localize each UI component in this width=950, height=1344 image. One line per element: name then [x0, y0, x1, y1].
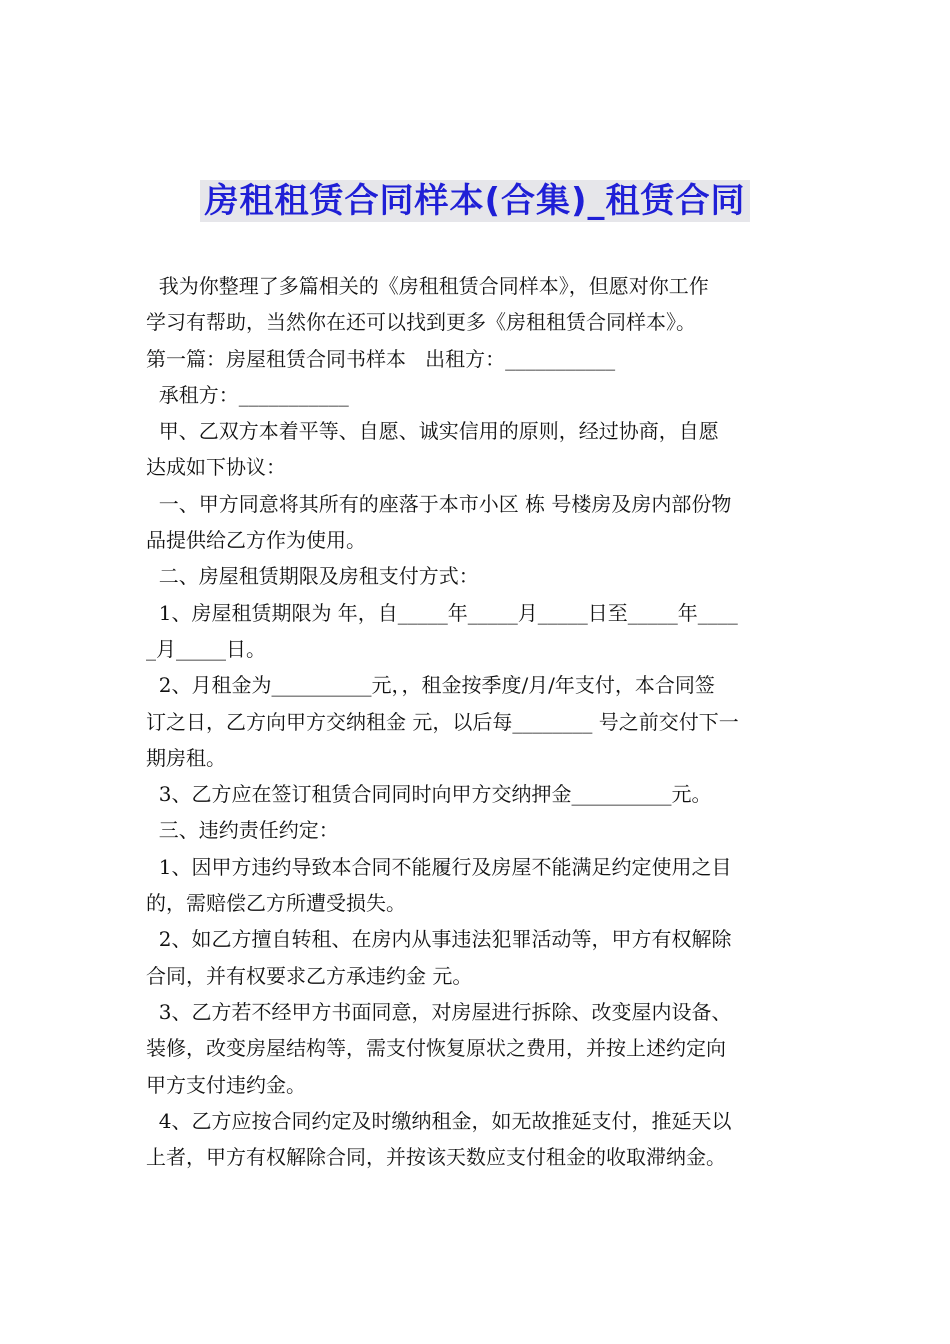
body-line: 2、如乙方擅自转租、在房内从事违法犯罪活动等，甲方有权解除 — [146, 927, 732, 952]
body-line: 合同，并有权要求乙方承违约金 元。 — [146, 963, 473, 988]
body-line: 2、月租金为__________元，，租金按季度/月/年支付，本合同签 — [146, 673, 715, 698]
body-line: 上者，甲方有权解除合同，并按该天数应支付租金的收取滞纳金。 — [146, 1145, 726, 1170]
body-line: _月_____日。 — [146, 636, 266, 661]
body-line: 甲方支付违约金。 — [146, 1072, 306, 1097]
body-line: 甲、乙双方本着平等、自愿、诚实信用的原则，经过协商，自愿 — [146, 419, 719, 444]
body-line: 我为你整理了多篇相关的《房租租赁合同样本》，但愿对你工作 — [146, 274, 709, 298]
body-line: 3、乙方若不经甲方书面同意，对房屋进行拆除、改变屋内设备、 — [146, 999, 732, 1024]
body-line: 品提供给乙方作为使用。 — [146, 528, 366, 553]
body-line: 1、因甲方违约导致本合同不能履行及房屋不能满足约定使用之目 — [146, 854, 732, 879]
body-line: 达成如下协议： — [146, 455, 286, 480]
body-line: 的，需赔偿乙方所遭受损失。 — [146, 891, 406, 916]
document-body — [146, 268, 808, 1175]
body-line: 3、乙方应在签订租赁合同同时向甲方交纳押金__________元。 — [146, 782, 712, 807]
body-line: 第一篇：房屋租赁合同书样本 出租方：___________ — [146, 346, 616, 371]
body-line: 订之日，乙方向甲方交纳租金 元，以后每________ 号之前交付下一 — [146, 709, 739, 734]
body-line: 期房租。 — [146, 745, 226, 770]
body-line: 一、甲方同意将其所有的座落于本市小区 栋 号楼房及房内部份物 — [146, 491, 732, 516]
body-line: 4、乙方应按合同约定及时缴纳租金，如无故推延支付，推延天以 — [146, 1108, 732, 1133]
body-line: 1、房屋租赁期限为 年，自_____年_____月_____日至_____年____ — [146, 600, 738, 625]
body-line: 承租方：___________ — [146, 382, 349, 407]
body-line: 二、房屋租赁期限及房租支付方式： — [146, 564, 479, 589]
body-line: 学习有帮助，当然你在还可以找到更多《房租租赁合同样本》。 — [146, 310, 696, 335]
document-title: 房租租赁合同样本(合集)_租赁合同 — [200, 180, 749, 222]
body-line: 三、违约责任约定： — [146, 818, 339, 843]
body-line: 装修，改变房屋结构等，需支付恢复原状之费用，并按上述约定向 — [146, 1036, 726, 1061]
title-container — [0, 180, 950, 222]
